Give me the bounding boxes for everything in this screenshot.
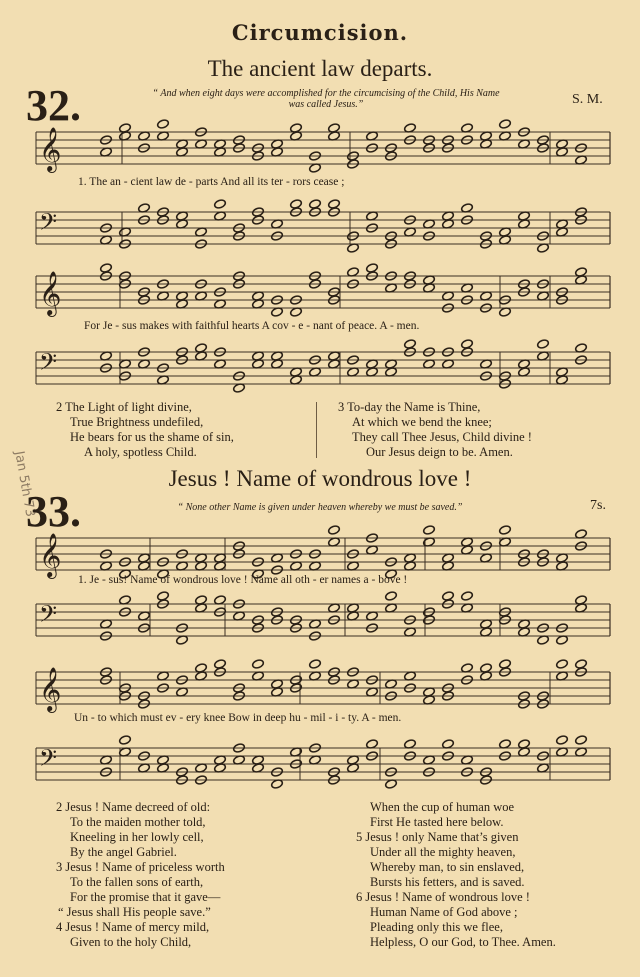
svg-text:𝄞: 𝄞 [39,271,62,315]
music-staff [36,735,610,790]
svg-text:𝄞: 𝄞 [39,533,62,577]
section-title: Circumcision. [231,20,409,45]
hymn-32-meter: S. M. [572,92,603,107]
hymn-33-lyrics-line-2: Un - to which must ev - ery knee Bow in deep hu - mil - i - ty. A - men. [74,712,402,724]
svg-text:𝄢: 𝄢 [39,208,58,241]
hymn-32-number: 32. [26,81,81,130]
hymn-32-epigraph: “ And when eight days were accomplished for the circumcising of the Child, His Name was called Jesus.” [152,88,500,110]
music-staff [36,525,610,580]
hymn-33-number: 33. [26,487,81,536]
hymn-32-lyrics-line-2: For Je - sus makes with faithful hearts A cov - e - nant of peace. A - men. [84,320,420,332]
hymn-33-title: Jesus ! Name of wondrous love ! [168,466,472,491]
hymn-33-stanzas-left: 2 Jesus ! Name decreed of old: To the maiden mother told, Kneeling in her lowly cell, By the angel Gabriel. 3 Jesus ! Name of priceless worth To the fallen sons of earth, For the promise that it gave— “ Jesus shall His people save.” 4 Jesus ! Name of mercy mild, Given to the holy Child, [56,800,225,949]
svg-text:𝄞: 𝄞 [39,127,62,171]
hymn-33-lyrics-line-1: 1. Je - sus! Name of wondrous love ! Name all oth - er names a - bove ! [78,574,408,586]
music-staff [36,659,610,713]
hymn-32-stanza-2: 2 The Light of light divine, True Brightness undefiled, He bears for us the shame of sin, A holy, spotless Child. [56,400,234,459]
handwritten-margin-note: Jan 5th 73 [11,450,38,519]
hymn-33-epigraph: “ None other Name is given under heaven whereby we must be saved.” [177,502,463,513]
hymn-33-meter: 7s. [590,498,606,513]
svg-text:𝄢: 𝄢 [39,744,58,777]
hymn-32-stanza-3: 3 To-day the Name is Thine, At which we bend the knee; They call Thee Jesus, Child divine ! Our Jesus deign to be. Amen. [338,400,532,459]
svg-text:𝄢: 𝄢 [39,600,58,633]
hymn-32-lyrics-line-1: 1. The an - cient law de - parts And all its ter - rors cease ; [78,176,345,188]
hymn-33-stanzas-right: When the cup of human woe First He tasted here below. 5 Jesus ! only Name that’s given Under all the mighty heaven, Whereby man, to sin enslaved, Bursts his fetters, and is saved. 6 Jesus ! Name of wondrous love ! Human Name of God above ; Pleading only this we flee, Helpless, O our God, to Thee. Amen. [356,800,556,949]
svg-text:𝄢: 𝄢 [39,348,58,381]
svg-text:𝄞: 𝄞 [39,667,62,711]
hymn-32-title: The ancient law departs. [207,56,433,81]
music-staff [36,591,610,646]
